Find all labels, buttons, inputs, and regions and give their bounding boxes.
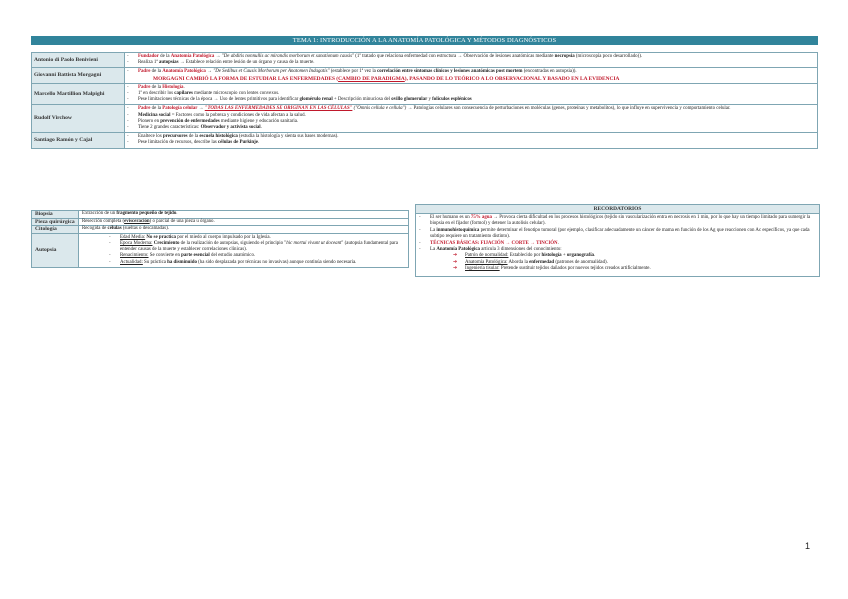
bullet-line: - Actualidad: Su práctica ha disminuido (ha sido desplazada por técnicas no invasivas) aunque continúa siendo necesaria. [109, 259, 357, 265]
table-row [32, 226, 409, 234]
method-name: Autopsia [32, 233, 79, 267]
sub-bullet: ➔ Anatomía Patológica: Aborda la enfermedad (patrones de anormalidad). [453, 259, 608, 265]
method-name: Citología [32, 226, 79, 234]
bullet-line: - Pionero en prevención de enfermedades mediante higiene y educación sanitaria. [127, 118, 299, 124]
bullet-line: - Renacimiento: Se convierte en parte esencial del estudio anatómico. [109, 253, 256, 259]
author-content [125, 105, 818, 133]
bullet-line: - La Anatomía Patológica articula 3 dimensiones del conocimiento: [419, 247, 562, 253]
bullet-line: - Pese limitaciones técnicas de la época → Uso de lentes primitivos para identificar glomérulo renal + Descripción minuciosa del ovillo glomerular y folículos esplénicos [127, 97, 472, 103]
arrow-icon: ➔ [453, 266, 458, 272]
arrow-icon: ➔ [453, 259, 458, 265]
author-name: Giovanni Battista Morgagni [32, 68, 125, 83]
bullet-line: - Enaltece los precursores de la escuela histológica (estudia la histología y sienta sus bases modernas). [127, 134, 339, 140]
author-content [125, 68, 818, 83]
method-name: Pieza quirúrgica [32, 218, 79, 226]
page-title: TEMA 1: INTRODUCCIÓN A LA ANATOMÍA PATOLÓGICA Y MÉTODOS DIAGNÓSTICOS [31, 36, 818, 45]
arrow-icon: ➔ [453, 253, 458, 259]
table-row [32, 133, 818, 148]
author-name: Antonio di Paolo Benivieni [32, 53, 125, 68]
sub-bullet: ➔ Ingeniería tisular: Pretende sustituir tejidos dañados por nuevos tejidos creados artificialmente. [453, 266, 651, 272]
bullet-line: - Tiene 2 grandes características: Observador y activista social. [127, 125, 262, 131]
page-number: 1 [805, 541, 811, 551]
bullet-line: - Padre de la Histología. [127, 84, 185, 90]
bullet-line: - Edad Media: No se practica por el miedo al cuerpo impulsado por la Iglesia. [109, 234, 271, 240]
bullet-line: - 1º en describir los capilares mediante microscopio con lentes convexos. [127, 91, 280, 97]
author-content [125, 133, 818, 148]
table-row [32, 211, 409, 219]
method-content: Extracción de un fragmento pequeño de tejido. [79, 211, 409, 219]
table-row [32, 83, 818, 105]
table-row [32, 233, 409, 267]
recordatorios-box [415, 204, 820, 277]
author-content [125, 83, 818, 105]
bullet-line: - TÉCNICAS BÁSICAS: FIJACIÓN → CORTE → TINCIÓN. [419, 240, 559, 246]
bullet-line: - La inmunohistoquímica permite determinar el fenotipo tumoral (por ejemplo, clasificar adecuadamente un cáncer de mama en función de los Ag que reaccionen con Ac específicos, ya que cada subtipo requiere un tratamiento distinto). [419, 227, 810, 240]
table-row [32, 68, 818, 83]
recordatorios-title: RECORDATORIOS [416, 205, 819, 214]
author-name: Rudolf Virchow [32, 105, 125, 133]
bullet-line: - Época Moderna: Crecimiento de la realización de autopsias, siguiendo el principio "hic mortui vivunt ut doceant" (autopsia fundamental para entender causas de la muerte y establecer correlaciones clínicas). [109, 240, 398, 253]
author-content [125, 53, 818, 68]
method-content: Resección completa (evisceración) o parcial de una pieza u órgano. [79, 218, 409, 226]
bullet-line: - Padre de la Patología celular → "TODAS LAS ENFERMEDADES SE ORIGINAN EN LAS CÉLULAS" ("Omnis cellula e cellula") → Patologías celulares son consecuencia de perturbaciones en moléculas (genes, proteínas y metabolitos), lo que influye en supervivencia y comportamiento celular. [127, 106, 731, 112]
bullet-line: - Medicina social = Factores como la pobreza y condiciones de vida afectan a la salud. [127, 112, 306, 118]
recordatorios-body [416, 214, 819, 276]
table-row [32, 218, 409, 226]
bullet-line: - Realiza 1ª autopsias → Establece relación entre lesión de un órgano y causa de la muerte. [127, 60, 315, 66]
author-name: Santiago Ramón y Cajal [32, 133, 125, 148]
bullet-line: - Padre de la Anatomía Patológica → "De Sedibus et Causis Morborum per Anatomen Indagatis" (establece por 1ª vez la correlación entre síntomas clínicos y lesiones anatómicas post mortem (encontradas en autopsia)). [127, 69, 577, 75]
table-row [32, 53, 818, 68]
bullet-line: - Pese limitación de recursos, describe las células de Purkinje. [127, 140, 260, 146]
bullet-line: - El ser humano es un 75% agua → Provoca cierta dificultad en los procesos histológicos (tejido sin vascularización entra en necrosis en 1 min, por lo que hay un tiempo limitado para sumergir la biopsia en el fijador (formol) y detener la autolisis celular). [419, 215, 811, 227]
authors-table [31, 52, 818, 149]
bullet-line: - Fundador de la Anatomía Patológica → "De abditis nonnullis ac mirandis morborum et sanationum causis" (1º tratado que relaciona enfermedad con estructura → Observación de lesiones anatómicas mediante necropsia (microscopía poco desarrollado)). [127, 54, 643, 59]
method-content: Recogida de células (sueltas o descamadas). [79, 226, 409, 234]
method-name: Biopsia [32, 211, 79, 219]
method-content [79, 233, 409, 267]
methods-table [31, 210, 409, 268]
sub-bullet: ➔ Patrón de normalidad: Establecido por histología + organografía. [453, 253, 596, 259]
table-row [32, 105, 818, 133]
paradigm-note: MORGAGNI CAMBIÓ LA FORMA DE ESTUDIAR LAS ENFERMEDADES (CAMBIO DE PARADIGMA), PASANDO DE LO TEÓRICO A LO OBSERVACIONAL Y BASADO EN LA EVIDENCIA [153, 75, 620, 82]
author-name: Marcello Martillion Malpighi [32, 83, 125, 105]
